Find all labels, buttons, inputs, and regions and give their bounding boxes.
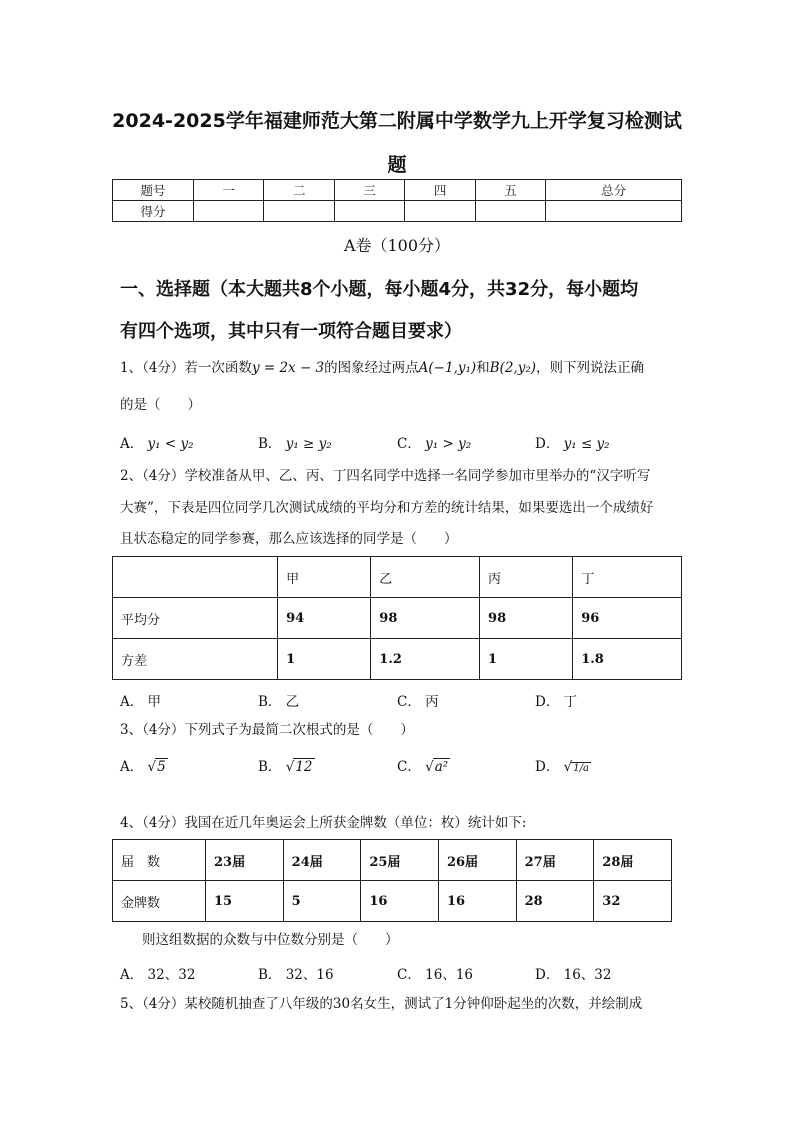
table-row: [113, 840, 672, 881]
table-header-cell: 丁: [573, 557, 682, 598]
option-letter: A．: [120, 694, 144, 710]
score-cell[interactable]: [405, 201, 475, 222]
table-header-cell: 28届: [594, 840, 672, 881]
section-heading-line1: 一、选择题（本大题共8个小题，每小题4分，共32分，每小题均: [120, 279, 639, 300]
score-cell[interactable]: [194, 201, 264, 222]
table-cell: 5: [283, 881, 361, 922]
table-cell: 98: [480, 598, 573, 639]
score-header-cell: 四: [405, 180, 475, 201]
option-letter: A．: [120, 759, 144, 775]
q1-option-d[interactable]: [535, 432, 610, 452]
option-letter: C．: [397, 436, 421, 452]
q1-mid: 的图象经过两点: [324, 360, 419, 376]
q1-point-a: A(−1,y₁): [418, 360, 477, 376]
question-2-line3: 且状态稳定的同学参赛，那么应该选择的同学是（ ）: [120, 531, 458, 547]
q1-point-b: B(2,y₂): [489, 360, 537, 376]
option-text: y₁ ≤ y₂: [563, 436, 610, 452]
radicand: 12: [295, 759, 313, 775]
question-2-line1: 2、（4分）学校准备从甲、乙、丙、丁四名同学中选择一名同学参加市里举办的“汉字听写: [120, 468, 651, 484]
option-letter: A．: [120, 436, 144, 452]
q3-option-c[interactable]: [397, 755, 450, 775]
question-1-line1: [120, 358, 680, 378]
option-letter: C．: [397, 694, 421, 710]
option-letter: B．: [258, 759, 282, 775]
score-cell[interactable]: [264, 201, 334, 222]
table-cell: 94: [278, 598, 371, 639]
table-header-cell: [113, 557, 278, 598]
table-cell: 1.2: [371, 639, 480, 680]
option-text: 丙: [425, 694, 439, 710]
radical-icon: √: [425, 759, 434, 775]
table-cell: 32: [594, 881, 672, 922]
option-letter: D．: [535, 436, 560, 452]
q2-option-d[interactable]: [535, 690, 577, 710]
option-letter: B．: [258, 967, 282, 983]
option-text: 丁: [563, 694, 578, 710]
score-table: [112, 179, 682, 222]
table-cell: 16: [438, 881, 516, 922]
table-cell: 1.8: [573, 639, 682, 680]
volume-heading: A卷（100分）: [343, 236, 451, 255]
q3-option-a[interactable]: [120, 755, 168, 775]
radicand: 5: [157, 759, 166, 775]
q2-option-c[interactable]: [397, 690, 439, 710]
table-cell: 28: [516, 881, 594, 922]
table-cell: 1: [480, 639, 573, 680]
option-text: y₁ > y₂: [425, 436, 472, 452]
q3-option-b[interactable]: [258, 755, 315, 775]
option-letter: D．: [535, 694, 560, 710]
radicand: a²: [434, 759, 449, 775]
table-row-label: 方差: [113, 639, 278, 680]
score-row-label: 得分: [113, 201, 194, 222]
q1-prefix: 1、（4分）若一次函数: [120, 360, 252, 376]
option-text: 32、16: [285, 967, 334, 983]
option-letter: D．: [535, 759, 560, 775]
q1-option-c[interactable]: [397, 432, 471, 452]
table-header-cell: 甲: [278, 557, 371, 598]
table-cell: 98: [371, 598, 480, 639]
option-letter: D．: [535, 967, 560, 983]
table-row: [113, 557, 682, 598]
score-cell[interactable]: [334, 201, 404, 222]
q1-option-b[interactable]: [258, 432, 332, 452]
q1-suffix: ，则下列说法正确: [536, 360, 645, 376]
score-header-cell: 五: [475, 180, 545, 201]
question-4-line2: 则这组数据的众数与中位数分别是（ ）: [142, 932, 399, 948]
option-letter: B．: [258, 694, 282, 710]
table-header-cell: 26届: [438, 840, 516, 881]
q4-option-b[interactable]: [258, 963, 334, 983]
option-letter: C．: [397, 967, 421, 983]
table-header-cell: 24届: [283, 840, 361, 881]
table-row: [113, 639, 682, 680]
exam-title-line2: 题: [387, 154, 407, 176]
radicand: 1/a: [573, 763, 589, 774]
option-text: 32、32: [147, 967, 196, 983]
radical-icon: √: [285, 759, 295, 775]
table-row-label: 平均分: [113, 598, 278, 639]
radical-icon: √: [147, 759, 157, 775]
q1-option-a[interactable]: [120, 432, 194, 452]
score-header-cell: 题号: [113, 180, 194, 201]
q4-option-d[interactable]: [535, 963, 611, 983]
table-header-cell: 届 数: [113, 840, 206, 881]
q2-option-a[interactable]: [120, 690, 161, 710]
section-heading-line2: 有四个选项，其中只有一项符合题目要求）: [120, 321, 462, 342]
q4-option-a[interactable]: [120, 963, 195, 983]
option-text: 16、32: [563, 967, 612, 983]
table-header-cell: 23届: [206, 840, 284, 881]
option-text: 乙: [285, 694, 300, 710]
option-letter: A．: [120, 967, 144, 983]
q3-option-d[interactable]: [535, 755, 591, 775]
q4-option-c[interactable]: [397, 963, 473, 983]
q1-and: 和: [476, 360, 490, 376]
option-letter: B．: [258, 436, 282, 452]
score-cell[interactable]: [546, 201, 682, 222]
option-text: 甲: [147, 694, 162, 710]
option-text: y₁ < y₂: [147, 436, 194, 452]
table-cell: 1: [278, 639, 371, 680]
table-row: [113, 598, 682, 639]
question-1-line2: 的是（ ）: [120, 397, 201, 413]
exam-title-line1: 2024-2025学年福建师范大第二附属中学数学九上开学复习检测试: [112, 110, 682, 132]
table-header-cell: 丙: [480, 557, 573, 598]
option-text: 16、16: [425, 967, 473, 983]
score-table-header-row: [113, 180, 682, 201]
score-header-cell: 总分: [546, 180, 682, 201]
q4-medal-table: [112, 839, 672, 922]
table-row: [113, 881, 672, 922]
option-text: y₁ ≥ y₂: [285, 436, 332, 452]
question-2-line2: 大赛”，下表是四位同学几次测试成绩的平均分和方差的统计结果，如果要选出一个成绩好: [120, 500, 654, 516]
table-cell: 16: [361, 881, 439, 922]
q1-function: y = 2x − 3: [251, 360, 325, 376]
score-header-cell: 二: [264, 180, 334, 201]
question-5-line1: 5、（4分）某校随机抽查了八年级的30名女生，测试了1分钟仰卧起坐的次数，并绘制成: [120, 996, 643, 1012]
question-4-line1: 4、（4分）我国在近几年奥运会上所获金牌数（单位：枚）统计如下:: [120, 815, 527, 831]
q2-option-b[interactable]: [258, 690, 299, 710]
table-header-cell: 乙: [371, 557, 480, 598]
radical-icon: √: [563, 759, 573, 775]
table-header-cell: 27届: [516, 840, 594, 881]
score-table-score-row: [113, 201, 682, 222]
table-cell: 96: [573, 598, 682, 639]
score-header-cell: 一: [194, 180, 264, 201]
table-header-cell: 25届: [361, 840, 439, 881]
q2-score-table: [112, 556, 682, 680]
table-row-label: 金牌数: [113, 881, 206, 922]
option-letter: C．: [397, 759, 421, 775]
table-cell: 15: [206, 881, 284, 922]
score-cell[interactable]: [475, 201, 545, 222]
question-3-line1: 3、（4分）下列式子为最简二次根式的是（ ）: [120, 722, 414, 738]
score-header-cell: 三: [334, 180, 404, 201]
